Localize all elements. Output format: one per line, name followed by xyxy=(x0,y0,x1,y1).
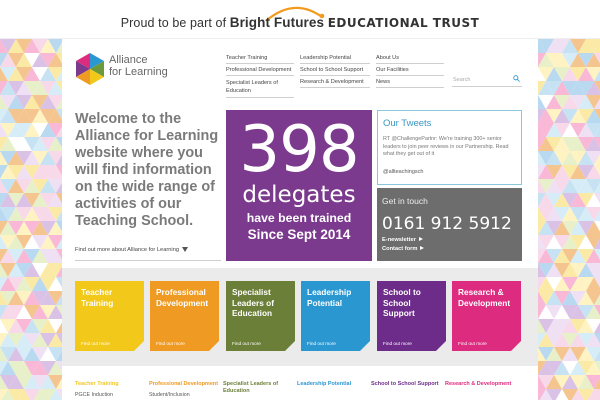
tile-label: Professional Development xyxy=(156,287,209,308)
footer-heading-1[interactable]: Professional Development xyxy=(149,381,219,387)
tile-find-out-more-link[interactable]: Find out more xyxy=(232,341,261,346)
tile-professional-development[interactable] xyxy=(150,281,219,351)
tweets-panel xyxy=(377,110,522,185)
footer-link-pgce[interactable]: PGCE Induction xyxy=(75,392,113,398)
tweet-text[interactable]: RT @ChallengePartnr: We're training 300+ senior leaders to join peer reviews in our Partnership. Read what they get out of it xyxy=(383,136,509,158)
footer-heading-3[interactable]: Leadership Potential xyxy=(297,381,352,387)
logo-line-1: Alliance xyxy=(109,54,148,66)
nav-about-us[interactable]: About Us xyxy=(376,55,444,64)
newsletter-label: E-newsletter xyxy=(382,237,416,243)
tile-fold-corner xyxy=(360,341,370,351)
contact-form-link[interactable] xyxy=(382,246,424,252)
footer-heading-4[interactable]: School to School Support xyxy=(371,381,439,387)
nav-teacher-training[interactable]: Teacher Training xyxy=(226,55,294,64)
tile-label: Research & Development xyxy=(458,287,511,308)
twitter-handle-link[interactable]: @allteachingsch xyxy=(383,169,424,175)
brand-bar-text xyxy=(0,15,600,30)
arrow-right-icon xyxy=(419,237,423,241)
brand-bar xyxy=(0,0,600,39)
tile-label: Teacher Training xyxy=(81,287,114,308)
trained-label: have been trained xyxy=(246,211,352,225)
nav-specialist-leaders[interactable]: Specialist Leaders of Education xyxy=(226,79,294,98)
footer-heading-0[interactable]: Teacher Training xyxy=(75,381,119,387)
find-out-more-label: Find out more about Alliance for Learning xyxy=(75,247,180,253)
nav-professional-development[interactable]: Professional Development xyxy=(226,67,294,76)
chevron-down-icon xyxy=(182,247,188,252)
footer-heading-2[interactable]: Specialist Leaders of Education xyxy=(223,381,279,394)
search-box[interactable] xyxy=(452,74,522,87)
nav-our-facilities[interactable]: Our Facilities xyxy=(376,67,444,76)
brand-bar-brand[interactable]: Bright Futures xyxy=(229,15,325,30)
tile-label: School to School Support xyxy=(383,287,421,318)
tile-research-development[interactable] xyxy=(452,281,521,351)
contact-title: Get in touch xyxy=(382,196,428,206)
delegates-count: 398 xyxy=(239,113,359,187)
newsletter-link[interactable] xyxy=(382,237,423,243)
nav-research-development[interactable]: Research & Development xyxy=(300,79,370,88)
search-icon[interactable] xyxy=(513,75,520,82)
tile-find-out-more-link[interactable]: Find out more xyxy=(156,341,185,346)
tile-school-to-school[interactable] xyxy=(377,281,446,351)
tweets-title: Our Tweets xyxy=(383,118,432,129)
welcome-heading: Welcome to the Alliance for Learning website where you will find information on the wide range of activities of our Teaching School. xyxy=(75,111,219,229)
tile-fold-corner xyxy=(134,341,144,351)
brand-bar-prefix: Proud to be part of xyxy=(120,16,227,30)
logo-line-2: for Learning xyxy=(109,66,168,78)
contact-phone[interactable]: 0161 912 5912 xyxy=(382,214,512,234)
nav-school-to-school[interactable]: School to School Support xyxy=(300,67,370,76)
triangle-pattern-right xyxy=(538,39,600,400)
tile-find-out-more-link[interactable]: Find out more xyxy=(81,341,110,346)
tile-find-out-more-link[interactable]: Find out more xyxy=(383,341,412,346)
logo-text[interactable] xyxy=(109,54,189,78)
tile-fold-corner xyxy=(436,341,446,351)
nav-leadership-potential[interactable]: Leadership Potential xyxy=(300,55,370,64)
brand-bar-suffix: EDUCATIONAL TRUST xyxy=(327,16,480,30)
footer-link-student[interactable]: Student/Inclusion xyxy=(149,392,190,398)
triangle-pattern-left xyxy=(0,39,62,400)
tile-fold-corner xyxy=(209,341,219,351)
tile-fold-corner xyxy=(285,341,295,351)
arrow-right-icon xyxy=(420,246,424,250)
find-out-more-link[interactable] xyxy=(75,247,221,261)
footer-heading-5[interactable]: Research & Development xyxy=(445,381,512,387)
tile-leadership-potential[interactable] xyxy=(301,281,370,351)
tile-fold-corner xyxy=(511,341,521,351)
since-label: Since Sept 2014 xyxy=(247,227,351,242)
delegates-stat-panel xyxy=(226,110,372,261)
search-input[interactable]: Search xyxy=(453,77,471,83)
delegates-label: delegates xyxy=(242,182,356,208)
nav-news[interactable]: News xyxy=(376,79,444,88)
tile-teacher-training[interactable] xyxy=(75,281,144,351)
tile-find-out-more-link[interactable]: Find out more xyxy=(458,341,487,346)
tile-find-out-more-link[interactable]: Find out more xyxy=(307,341,336,346)
contact-panel xyxy=(377,188,522,261)
alliance-logo-icon[interactable] xyxy=(74,52,106,86)
tile-specialist-leaders[interactable] xyxy=(226,281,295,351)
contact-form-label: Contact form xyxy=(382,246,418,252)
tile-label: Leadership Potential xyxy=(307,287,352,308)
tile-label: Specialist Leaders of Education xyxy=(232,287,274,318)
